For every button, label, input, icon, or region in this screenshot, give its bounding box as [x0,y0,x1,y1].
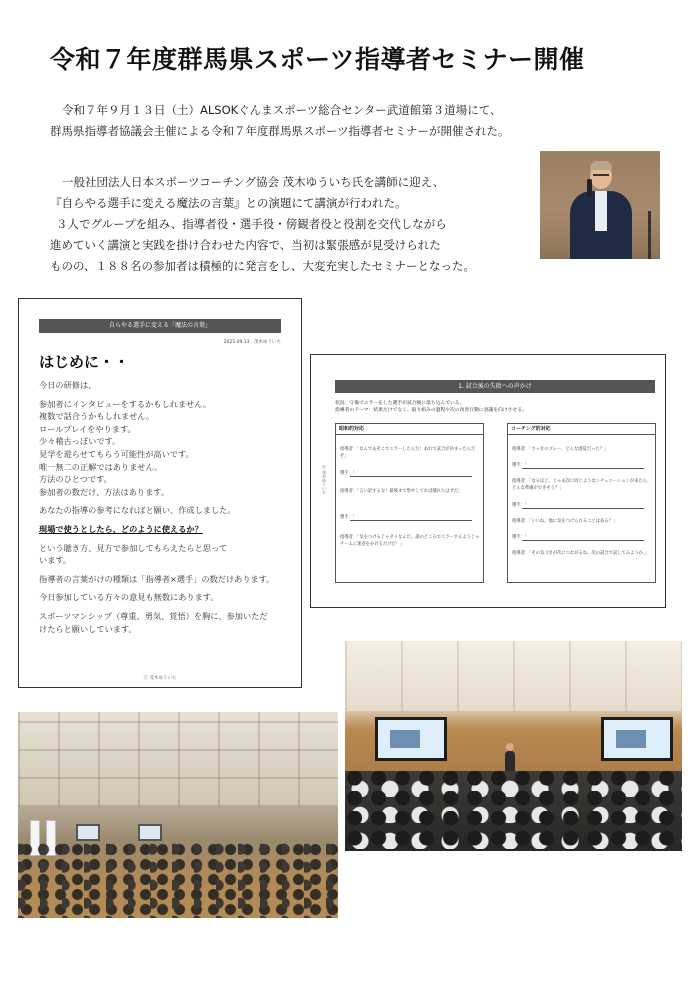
coaching-response-column [507,423,656,583]
scenario-title-bar: 1. 試合後の失敗への声かけ [335,380,655,393]
handout-line: 少々稽古っぽいです。 [39,436,121,447]
gym-screen [76,824,100,841]
scenario-theme: 指導者のテーマ：結果だけでなく、取り組みの過程や次の改善行動に意識を向けさせる。 [335,408,527,413]
showa-response-column [335,423,484,583]
page-title: 令和７年度群馬県スポーツ指導者セミナー開催 [50,45,585,74]
paragraph-line: 進めていく講演と実践を掛け合わせた内容で、当初は緊張感が見受けられた [50,238,441,252]
handout-document-scenario [310,354,666,608]
dialogue-line: 選手：「 [512,503,528,508]
mic-stand [648,211,651,259]
paragraph-line: ３人でグループを組み、指導者役・選手役・傍観者役と役割を交代しながら [56,217,447,231]
handout-line: 参加者にインタビューをするかもしれません。 [39,398,212,409]
gym-screen [138,824,162,841]
intro-paragraph [50,100,510,142]
gym-audience-photo [18,712,338,918]
handout-date: 2025.09.13 茂木ゆういち [223,340,281,345]
paragraph-line: 『自らやる選手に変える魔法の言葉』との演題にて講演が行われた。 [50,196,407,210]
hall-ceiling [345,641,682,711]
handout-line: けたらと願いしています。 [39,623,137,634]
lecture-paragraph [50,172,475,277]
scenario-situation: 状況：守備でエラーをした選手が試合後に落ち込んでいる。 [335,401,465,406]
handout-title-bar: 自らやる選手に変える「魔法の言葉」 [39,319,281,333]
dialogue-line: 指導者：「その気づきが次につながるね。次の試合で試してみようか。」 [512,551,650,556]
handout-line: 唯一無二の正解ではありません。 [39,461,163,472]
scenario-side-credit: Ⓒ 茂木ゆういち [322,465,327,495]
dialogue-line: 選手：「 [340,515,356,520]
dialogue-line: 指導者：「さっきのプレー、どんな感覚だった？」 [512,447,609,452]
speaker-hair [590,161,612,170]
dialogue-line: 指導者：「なんであそこでエラーしたんだ！あれで試合が決まったんだぞ」 [340,447,476,459]
gym-crowd [18,842,338,918]
paragraph-line: 一般社団法人日本スポーツコーチング協会 茂木ゆういち氏を講師に迎え、 [62,175,445,189]
hall-lecture-photo [345,641,682,851]
dialogue-line: 選手：「 [512,463,528,468]
hall-screen-left [375,717,447,761]
paragraph-line: 令和７年９月１３日（土）ALSOKぐんまスポーツ総合センター武道館第３道場にて、 [62,103,502,117]
handout-line: います。 [39,555,72,566]
answer-line [522,508,644,509]
dialogue-line: 指導者：「言い訳するな！最後まで集中してれば捕れたはずだ」 [340,489,463,494]
column-header: コーチング的対応 [508,424,655,435]
hall-crowd [345,771,682,851]
handout-line: 方法のひとつです。 [39,474,112,485]
gym-ceiling [18,712,338,807]
paragraph-line: ものの、１８８名の参加者は積極的に発言をし、大変充実したセミナーとなった。 [50,259,476,273]
handout-line: 見学を遊らせてもらう可能性が高いです。 [39,448,194,459]
paragraph-line: 群馬県指導者協議会主催による令和７年度群馬県スポーツ指導者セミナーが開催された。 [50,124,510,138]
dialogue-line: 指導者：「気をつけるじゃダメなんだ。誰のどころでエラーするようじゃチームに迷惑をかけるだけだ！」 [340,535,480,547]
answer-line [522,540,644,541]
handout-line: 今日参加している方々の意見も無数にあります。 [39,592,219,603]
handout-line: という聴き方、見方で参加してもらえたらと思って [39,542,228,553]
answer-line [350,476,472,477]
handout-document-intro [18,298,302,688]
speaker-shirt [595,191,607,231]
dialogue-line: 選手：「 [512,535,528,540]
handout-line: あなたの指導の参考になればと願い、作成しました。 [39,505,236,516]
dialogue-line: 指導者：「いいね。他に気をつけられることはある？」 [512,519,618,524]
answer-line [350,520,472,521]
microphone-icon [587,179,592,197]
handout-line: 今日の研修は、 [39,380,97,390]
handout-footer: Ⓒ 茂木ゆういち [143,676,177,681]
handout-heading: はじめに・・ [39,353,130,371]
handout-emphasis: 現場で使うとしたら、どのように使えるか？ [39,523,203,534]
speaker-glasses [593,174,609,178]
column-header: 昭和的対応 [336,424,483,435]
answer-line [522,468,644,469]
handout-line: 複数で話合うかもしれません。 [39,411,155,422]
handout-line: 参加者の数だけ、方法はあります。 [39,486,170,497]
dialogue-line: 指導者：「なるほど。じゃあ次に同じようなシチュエーションが来たら、どんな準備ができそう？」 [512,479,652,491]
handout-line: 指導者の言葉がけの種類は「指導者×選手」の数だけあります。 [39,573,275,584]
speaker-photo [540,151,660,259]
handout-body [39,379,274,635]
dialogue-line: 選手：「 [340,471,356,476]
handout-line: スポーツマンシップ（尊重、勇気、覚悟）を胸に、参加いただ [39,610,268,621]
hall-screen-right [601,717,673,761]
handout-line: ロールプレイをやります。 [39,423,136,434]
